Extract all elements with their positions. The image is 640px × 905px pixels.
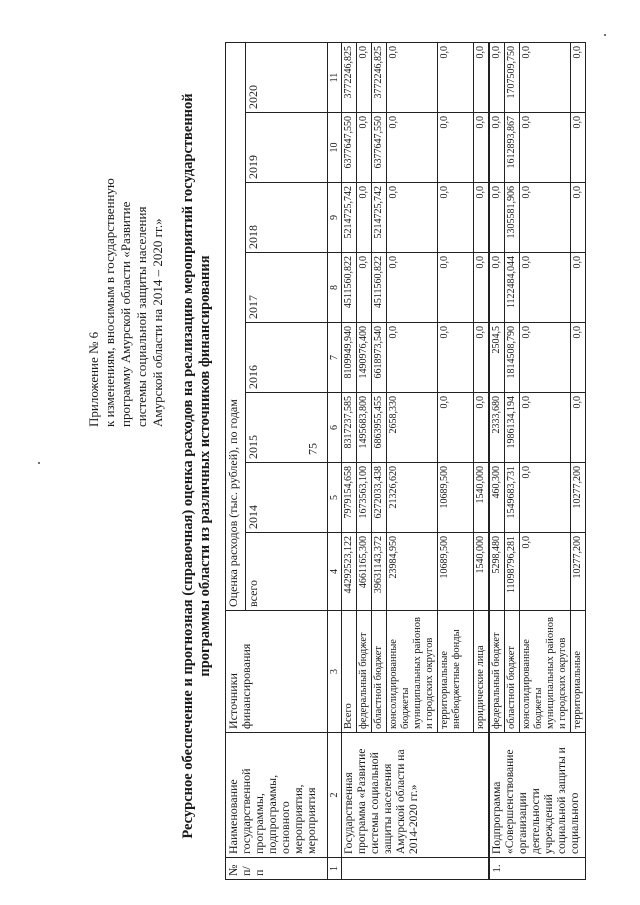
value-year: 6618973,540 (372, 323, 387, 393)
value-year: 0,0 (489, 183, 505, 253)
value-year: 0,0 (571, 323, 586, 393)
value-year: 0,0 (571, 43, 586, 113)
value-year: 8317237,585 (342, 393, 357, 463)
value-year: 0,0 (357, 253, 372, 323)
value-year: 0,0 (520, 43, 571, 113)
column-number: 9 (328, 183, 342, 253)
value-year: 6377647,550 (342, 113, 357, 183)
column-number: 1 (328, 858, 342, 880)
header-year: 2019 (246, 113, 328, 183)
funding-source: юридические лица (474, 611, 490, 733)
value-year: 7979154,658 (342, 463, 357, 533)
column-number: 11 (328, 43, 342, 113)
value-year: 0,0 (474, 113, 490, 183)
header-num: № п/п (226, 858, 328, 880)
value-year: 3772246,825 (372, 43, 387, 113)
funding-source: консолидированные бюджеты муниципальных районов и городских округов (520, 611, 571, 733)
value-year: 2504,5 (489, 323, 505, 393)
value-year: 0,0 (474, 323, 490, 393)
column-number: 10 (328, 113, 342, 183)
program-name: Подпрограмма «Совершенствование организации деятельности учреждений социальной защиты и социального (489, 733, 586, 858)
value-year: 1673563,100 (357, 463, 372, 533)
appendix-line: системы социальной защиты населения (134, 206, 149, 427)
value-year: 2333,680 (489, 393, 505, 463)
appendix-line: к изменениям, вносимым в государственную (102, 178, 117, 427)
value-year: 0,0 (387, 183, 438, 253)
value-total: 11098796,281 (505, 533, 520, 611)
value-year: 0,0 (520, 393, 571, 463)
value-year: 0,0 (474, 183, 490, 253)
value-year: 5214725,742 (372, 183, 387, 253)
value-year: 6377647,550 (372, 113, 387, 183)
value-year: 1707509,750 (505, 43, 520, 113)
column-number: 4 (328, 533, 342, 611)
value-year: 4511560,822 (342, 253, 357, 323)
funding-source: консолидированные бюджеты муниципальных районов и городских округов (387, 611, 438, 733)
value-year: 0,0 (387, 43, 438, 113)
value-year: 1490976,400 (357, 323, 372, 393)
value-total: 0,0 (520, 533, 571, 611)
value-year: 4511560,822 (372, 253, 387, 323)
column-number: 7 (328, 323, 342, 393)
value-year: 0,0 (438, 113, 474, 183)
value-year: 21326,620 (387, 463, 438, 533)
value-year: 1549683,731 (505, 463, 520, 533)
value-total: 39631143,372 (372, 533, 387, 611)
value-year: 10689,500 (438, 463, 474, 533)
value-year: 0,0 (387, 323, 438, 393)
funding-source: федеральный бюджет (357, 611, 372, 733)
value-year: 460,300 (489, 463, 505, 533)
value-year: 0,0 (387, 253, 438, 323)
value-year: 1305581,906 (505, 183, 520, 253)
funding-source: областной бюджет (505, 611, 520, 733)
header-year: 2015 (246, 393, 328, 463)
value-year: 0,0 (489, 43, 505, 113)
value-year: 1495683,800 (357, 393, 372, 463)
document-title (180, 41, 214, 891)
table-row (342, 43, 357, 880)
value-year: 3772246,825 (342, 43, 357, 113)
column-number: 3 (328, 611, 342, 733)
column-number: 2 (328, 733, 342, 858)
row-number: 1. (489, 858, 586, 880)
value-total: 44292523,122 (342, 533, 357, 611)
funding-source: территориальные (571, 611, 586, 733)
appendix-line: программу Амурской области «Развитие (118, 201, 133, 427)
page-number: 75 (305, 443, 320, 455)
funding-source: Всего (342, 611, 357, 733)
header-year: 2014 (246, 463, 328, 533)
column-number: 8 (328, 253, 342, 323)
value-year: 0,0 (438, 393, 474, 463)
title-line: Ресурсное обеспечение и прогнозная (справочная) оценка расходов на реализацию мероприятий государственной (180, 93, 196, 839)
value-year: 0,0 (571, 393, 586, 463)
header-year: 2020 (246, 43, 328, 113)
value-year: 0,0 (489, 113, 505, 183)
appendix-line: Приложение № 6 (86, 331, 101, 427)
value-total: 1540,000 (474, 533, 490, 611)
title-line: программы области из различных источников финансирования (197, 255, 213, 677)
column-number: 5 (328, 463, 342, 533)
value-year: 0,0 (520, 323, 571, 393)
value-year: 0,0 (387, 113, 438, 183)
row-number (342, 858, 490, 880)
value-year: 0,0 (520, 183, 571, 253)
value-year: 0,0 (357, 113, 372, 183)
header-estimate: Оценка расходов (тыс. рублей), по годам (226, 43, 246, 611)
value-year: 1540,000 (474, 463, 490, 533)
table-row (489, 43, 505, 880)
value-year: 0,0 (520, 113, 571, 183)
header-total: всего (246, 533, 328, 611)
value-year: 0,0 (438, 43, 474, 113)
header-year: 2018 (246, 183, 328, 253)
funding-source: федеральный бюджет (489, 611, 505, 733)
value-year: 0,0 (571, 253, 586, 323)
value-year: 0,0 (571, 183, 586, 253)
value-year: 6272033,438 (372, 463, 387, 533)
column-number-row (328, 43, 342, 880)
value-year: 0,0 (438, 253, 474, 323)
funding-source: областной бюджет (372, 611, 387, 733)
value-year: 10277,200 (571, 463, 586, 533)
header-year: 2017 (246, 253, 328, 323)
value-year: 1814508,790 (505, 323, 520, 393)
value-total: 10277,200 (571, 533, 586, 611)
value-year: 2658,330 (387, 393, 438, 463)
value-year: 0,0 (357, 183, 372, 253)
value-year: 0,0 (520, 463, 571, 533)
header-year: 2016 (246, 323, 328, 393)
program-name: Государственная программа «Развитие системы социальной защиты населения Амурской области на 2014-2020 гг.» (342, 733, 490, 858)
value-year: 1986134,194 (505, 393, 520, 463)
value-year: 0,0 (474, 43, 490, 113)
funding-source: территориальные внебюджетные фонды (438, 611, 474, 733)
value-year: 0,0 (571, 113, 586, 183)
value-year: 1122484,044 (505, 253, 520, 323)
header-name: Наименование государственной программы, подпрограммы, основного мероприятия, мероприятия (226, 733, 328, 858)
column-number: 6 (328, 393, 342, 463)
value-year: 8109949,940 (342, 323, 357, 393)
subprogram-section (489, 43, 586, 880)
value-total: 5298,480 (489, 533, 505, 611)
value-year: 0,0 (520, 253, 571, 323)
appendix-line: Амурской области на 2014 – 2020 гг.» (150, 218, 165, 427)
value-year: 0,0 (438, 183, 474, 253)
value-total: 23984,950 (387, 533, 438, 611)
resource-table (225, 42, 586, 880)
value-year: 0,0 (474, 393, 490, 463)
value-year: 1612893,867 (505, 113, 520, 183)
value-total: 4661165,300 (357, 533, 372, 611)
header-source: Источники финансирования (226, 611, 328, 733)
value-year: 5214725,742 (342, 183, 357, 253)
appendix-note (86, 27, 166, 427)
value-year: 0,0 (474, 253, 490, 323)
value-year: 6863955,455 (372, 393, 387, 463)
program-section (342, 43, 490, 880)
value-year: 0,0 (357, 43, 372, 113)
value-year: 0,0 (489, 253, 505, 323)
value-year: 0,0 (438, 323, 474, 393)
value-total: 10689,500 (438, 533, 474, 611)
